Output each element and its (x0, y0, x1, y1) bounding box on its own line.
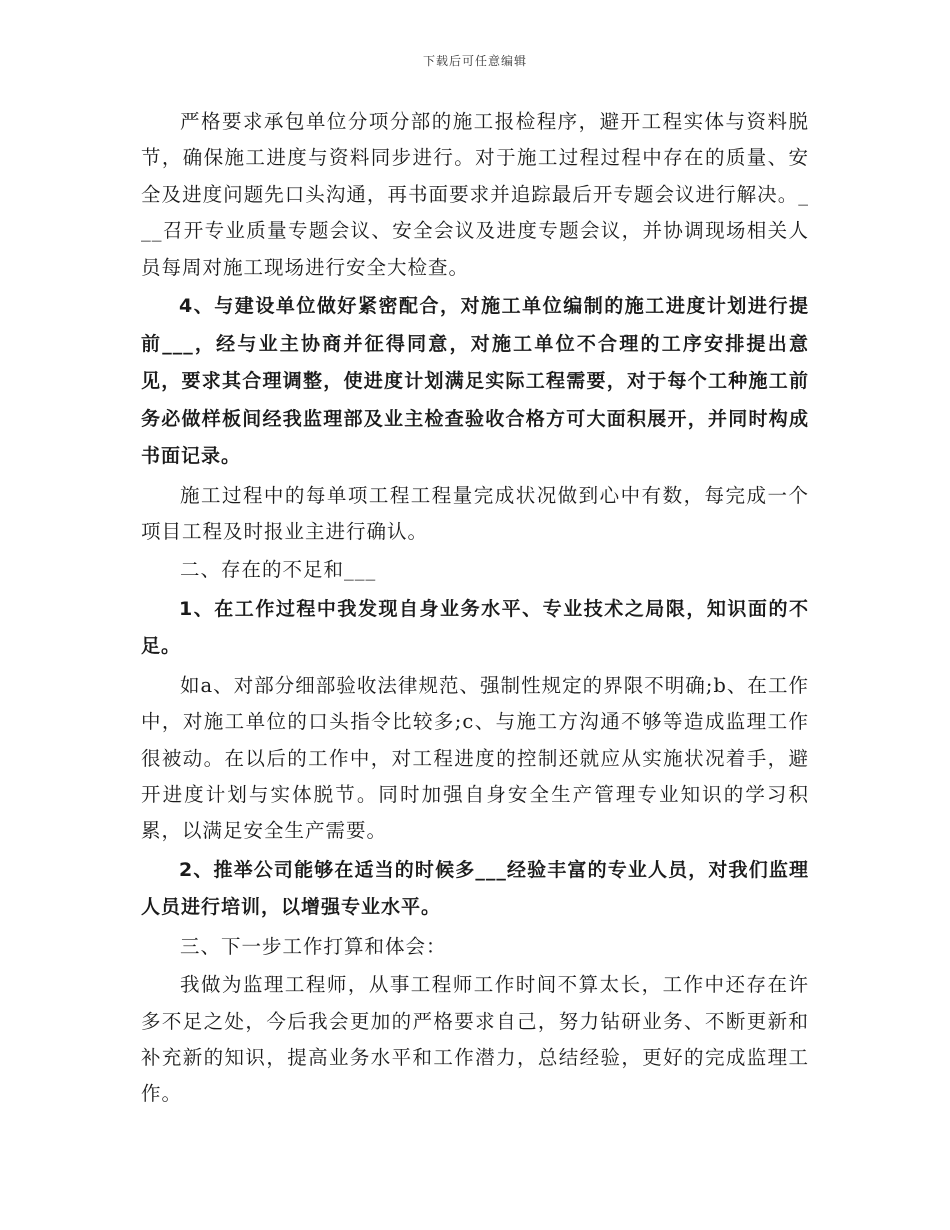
paragraph-item-2-training: 2、推举公司能够在适当的时候多___经验丰富的专业人员，对我们监理人员进行培训，以增强专业水平。 (141, 858, 809, 919)
paragraph-examples: 如a、对部分细部验收法律规范、强制性规定的界限不明确;b、在工作中，对施工单位的口头指令比较多;c、与施工方沟通不够等造成监理工作很被动。在以后的工作中，对工程进度的控制还就应从实施状况着手，避开进度计划与实体脱节。同时加强自身安全生产管理专业知识的学习积累，以满足安全生产需要。 (141, 673, 809, 843)
document-body (141, 104, 809, 1113)
page-header: 下载后可任意编辑 (422, 54, 527, 68)
paragraph-quantity-confirmation: 施工过程中的每单项工程工程量完成状况做到心中有数，每完成一个项目工程及时报业主进行确认。 (141, 483, 809, 543)
section-heading-next-steps: 三、下一步工作打算和体会： (180, 934, 447, 958)
paragraph-item-1-limitations: 1、在工作过程中我发现自身业务水平、专业技术之局限，知识面的不足。 (141, 597, 809, 658)
section-heading-shortcomings: 二、存在的不足和___ (180, 558, 377, 582)
paragraph-item-4-coordination: 4、与建设单位做好紧密配合，对施工单位编制的施工进度计划进行提前___，经与业主协商并征得同意，对施工单位不合理的工序安排提出意见，要求其合理调整，使进度计划满足实际工程需要，对于每个工种施工前务必做样板间经我监理部及业主检查验收合格方可大面积展开，并同时构成书面记录。 (141, 295, 809, 468)
paragraph-conclusion: 我做为监理工程师，从事工程师工作时间不算太长，工作中还存在许多不足之处，今后我会更加的严格要求自己，努力钻研业务、不断更新和补充新的知识，提高业务水平和工作潜力，总结经验，更好的完成监理工作。 (141, 973, 809, 1106)
paragraph-inspection-procedure: 严格要求承包单位分项分部的施工报检程序，避开工程实体与资料脱节，确保施工进度与资料同步进行。对于施工过程过程中存在的质量、安全及进度问题先口头沟通，再书面要求并追踪最后开专题会议进行解决。___召开专业质量专题会议、安全会议及进度专题会议，并协调现场相关人员每周对施工现场进行安全大检查。 (141, 110, 809, 279)
